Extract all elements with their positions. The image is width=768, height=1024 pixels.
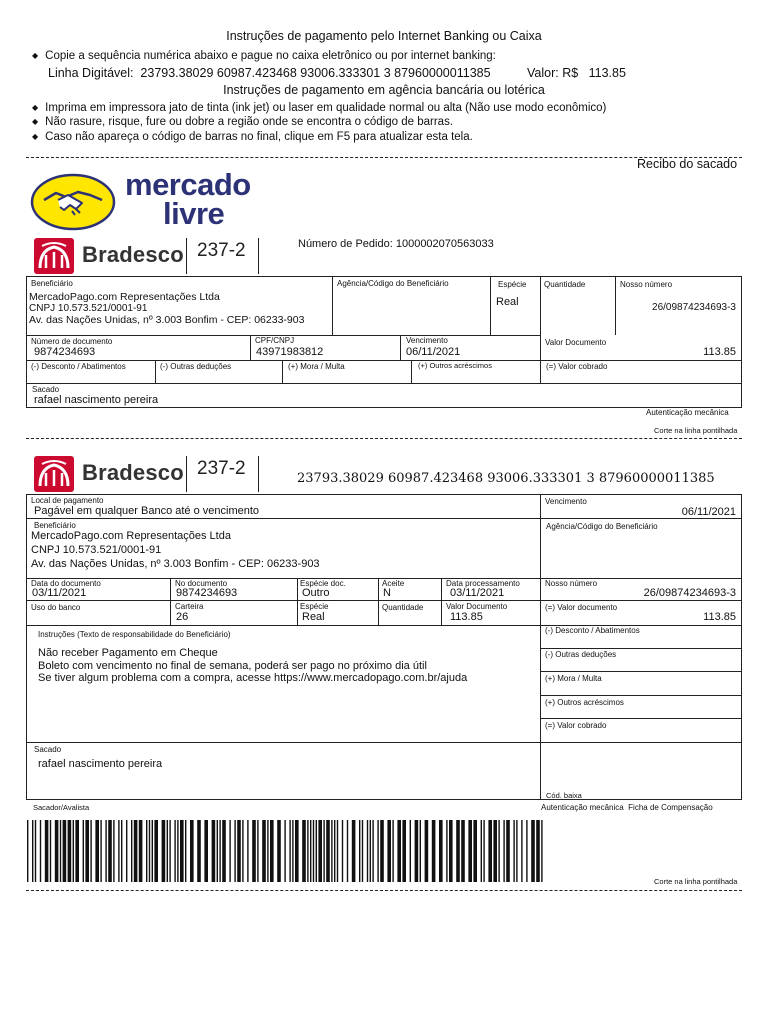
especie-doc-value: Outro [302,587,330,599]
especie-doc-label: Espécie doc. [300,579,346,588]
outros-acrescimos-label: (+) Outros acréscimos [418,361,492,370]
especie-label: Espécie [498,280,527,289]
data-doc-value: 03/11/2021 [32,587,87,599]
cut-line-3 [26,890,742,891]
pedido-value: 1000002070563033 [395,238,494,250]
ficha-nosso-numero-value: 26/09874234693-3 [643,587,736,599]
ficha-valor-documento-label: Valor Documento [446,602,508,611]
autenticacao-text: Autenticação mecânica [541,803,624,812]
valor-documento2-value: 113.85 [703,611,736,623]
mora-label: (+) Mora / Multa [288,362,345,371]
data-doc-label: Data do documento [31,579,101,588]
uso-banco-label: Uso do banco [31,603,81,612]
instrucao-line-3: Se tiver algum problema com a compra, acesse https://www.mercadopago.com.br/ajuda [38,672,468,684]
sacador-avalista-label: Sacador/Avalista [33,803,90,812]
ficha-mora-label: (+) Mora / Multa [545,674,602,683]
outras-deducoes-label: (-) Outras deduções [160,362,232,371]
desconto-label: (-) Desconto / Abatimentos [31,362,126,371]
bank-header-ficha [34,456,264,494]
ficha-beneficiario-address: Av. das Nações Unidas, nº 3.003 Bonfim - CEP: 06233-903 [31,558,320,570]
ficha-beneficiario-name: MercadoPago.com Representações Ltda [31,530,231,542]
logo-word-mercado: mercado [125,167,251,202]
nosso-numero-label: Nosso número [620,280,673,289]
local-pagamento-label: Local de pagamento [31,496,104,505]
valor-row [527,66,626,80]
copy-instruction: ◆ Copie a sequência numérica abaixo e pague no caixa eletrônico ou por internet banking: [32,50,496,62]
cut-line-2 [26,438,742,439]
cod-baixa-label: Cód. baixa [546,791,582,800]
ficha-desconto-label: (-) Desconto / Abatimentos [545,626,640,635]
corte-ficha: Corte na linha pontilhada [654,877,738,886]
bradesco-logo-icon [34,456,74,492]
data-proc-value: 03/11/2021 [450,587,505,599]
valor-value: 113.85 [588,66,626,80]
linha-digitavel-row [48,66,491,80]
instrucoes-label: Instruções (Texto de responsabilidade do Beneficiário) [38,630,231,639]
ficha-agencia-label: Agência/Código do Beneficiário [546,522,658,531]
bank-code: 237-2 [197,240,246,261]
ficha-autenticacao [541,803,713,812]
ficha-especie-value: Real [302,611,325,623]
mercado-livre-logo [30,167,270,233]
ficha-outros-acrescimos-label: (+) Outros acréscimos [545,698,624,707]
linha-digitavel-value: 23793.38029 60987.423468 93006.333301 3 87960000011385 [140,66,491,80]
ficha-compensacao-text: Ficha de Compensação [628,803,713,812]
recibo-title: Recibo do sacado [637,157,738,171]
bullet-2: ◆ Não rasure, risque, fure ou dobre a região onde se encontra o código de barras. [32,116,453,128]
ficha-sacado-value: rafael nascimento pereira [38,758,163,770]
beneficiario-address: Av. das Nações Unidas, nº 3.003 Bonfim - CEP: 06233-903 [29,314,305,326]
corte-recibo: Corte na linha pontilhada [654,426,738,435]
quantidade-label: Quantidade [544,280,586,289]
ficha-outras-deducoes-label: (-) Outras deduções [545,650,617,659]
carteira-value: 26 [176,611,189,623]
sacado-label: Sacado [32,385,60,394]
cpf-label: CPF/CNPJ [255,336,295,345]
ficha-vencimento-value: 06/11/2021 [681,506,736,518]
valor-documento-value: 113.85 [703,346,736,358]
cut-line-1 [26,157,742,158]
internet-banking-title: Instruções de pagamento pelo Internet Banking ou Caixa [226,29,542,43]
ficha-valor-documento-value: 113.85 [450,611,483,623]
numero-pedido [298,238,494,250]
valor-documento2-label: (=) Valor documento [545,603,618,612]
bank-name: Bradesco [82,242,184,267]
ficha-nosso-numero-label: Nosso número [545,579,598,588]
instrucao-line-2: Boleto com vencimento no final de semana, poderá ser pago no próximo dia útil [38,660,427,672]
logo-word-livre: livre [163,196,225,231]
bank-name: Bradesco [82,460,184,485]
valor-documento-label: Valor Documento [545,338,607,347]
no-doc-label: No documento [175,579,228,588]
ficha-beneficiario-cnpj: CNPJ 10.573.521/0001-91 [31,544,162,556]
autenticacao-recibo: Autenticação mecânica [646,408,729,417]
data-proc-label: Data processamento [446,579,520,588]
vencimento-label: Vencimento [406,336,448,345]
ficha-vencimento-label: Vencimento [545,497,587,506]
valor-label: Valor: R$ [527,66,579,80]
instrucao-line-1: Não receber Pagamento em Cheque [38,647,218,659]
agencia-label: Agência/Código do Beneficiário [337,279,449,288]
valor-cobrado-label: (=) Valor cobrado [546,362,608,371]
carteira-label: Carteira [175,602,204,611]
ficha-linha-digitavel: 23793.38029 60987.423468 93006.333301 3 87960000011385 [297,471,715,486]
sacado-value: rafael nascimento pereira [34,394,159,406]
aceite-label: Aceite [382,579,405,588]
bradesco-logo-icon [34,238,74,274]
bank-code: 237-2 [197,458,246,479]
especie-value: Real [496,296,519,308]
aceite-value: N [383,587,391,599]
bullet-1: ◆ Imprima em impressora jato de tinta (ink jet) ou laser em qualidade normal ou alta (Não use modo econômico) [32,102,606,114]
local-pagamento-value: Pagável em qualquer Banco até o vencimento [34,505,260,517]
ficha-beneficiario-label: Beneficiário [34,521,76,530]
agencia-title: Instruções de pagamento em agência bancária ou lotérica [223,83,545,97]
num-documento-value: 9874234693 [34,346,96,358]
handshake-icon [30,173,116,231]
no-doc-value: 9874234693 [176,587,238,599]
ficha-valor-cobrado-label: (=) Valor cobrado [545,721,607,730]
pedido-label: Número de Pedido: [298,238,393,250]
cpf-value: 43971983812 [256,346,324,358]
ficha-especie-label: Espécie [300,602,329,611]
linha-label: Linha Digitável: [48,66,134,80]
barcode-icon [27,820,547,882]
bullet-3: ◆ Caso não apareça o código de barras no final, clique em F5 para atualizar esta tela. [32,131,473,143]
ficha-quantidade-label: Quantidade [382,603,424,612]
num-documento-label: Número de documento [31,337,113,346]
beneficiario-name: MercadoPago.com Representações Ltda [29,291,220,303]
ficha-sacado-label: Sacado [34,745,62,754]
vencimento-value: 06/11/2021 [406,346,461,358]
bank-header-recibo [34,238,264,276]
beneficiario-cnpj: CNPJ 10.573.521/0001-91 [29,303,148,314]
beneficiario-label: Beneficiário [31,279,73,288]
nosso-numero-value: 26/09874234693-3 [652,302,736,313]
